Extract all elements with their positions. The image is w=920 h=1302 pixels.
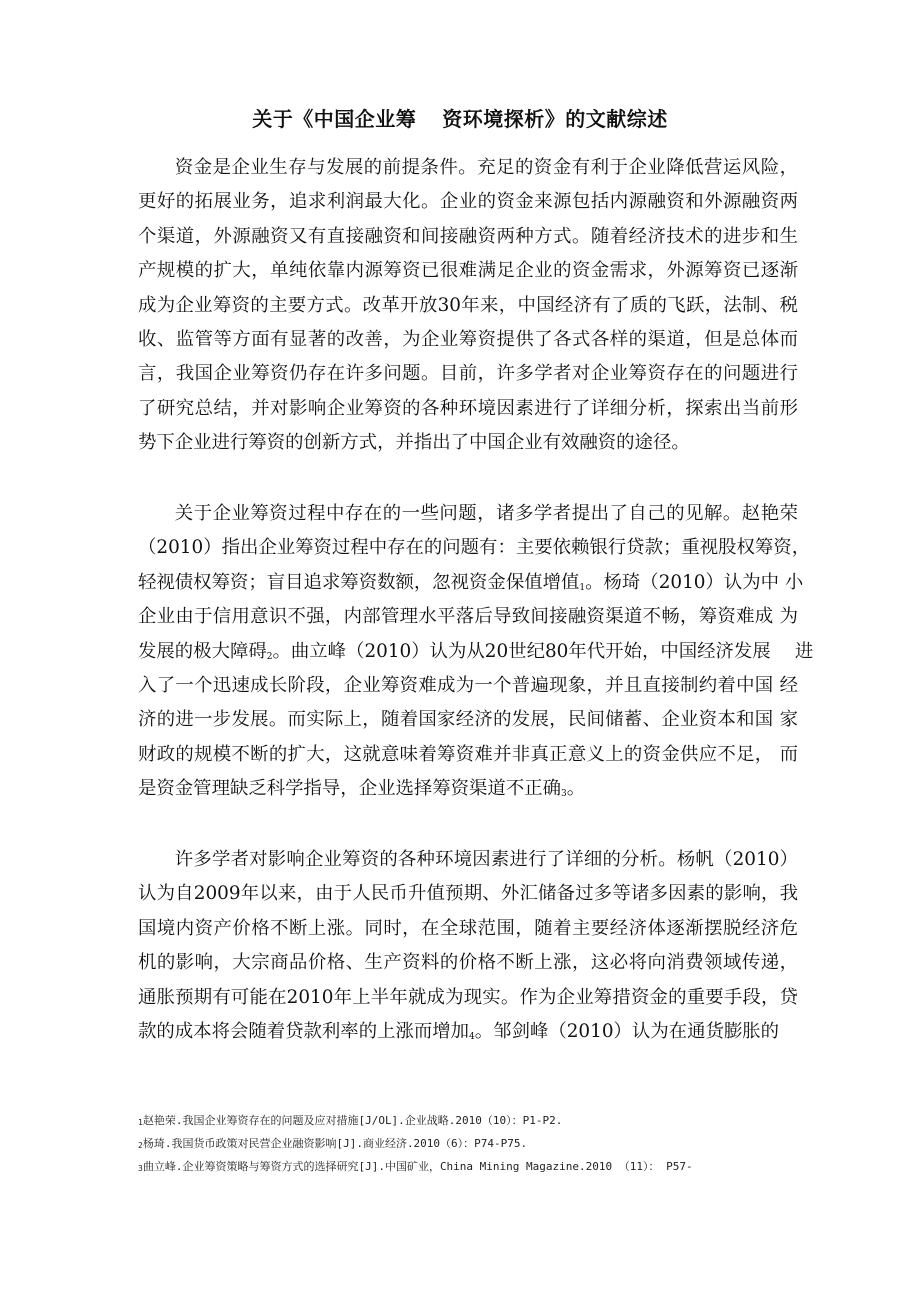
title-part-2: 资环境探析》的文献综述 bbox=[442, 107, 668, 131]
paragraph-line: 国境内资产价格不断上涨。同时，在全球范围，随着主要经济体逐渐摆脱经济危 bbox=[138, 917, 798, 939]
paragraph-line: 资金是企业生存与发展的前提条件。充足的资金有利于企业降低营运风险， bbox=[174, 157, 798, 178]
paragraph-line: 机的影响，大宗商品价格、生产资料的价格不断上涨，这必将向消费领域传递， bbox=[138, 952, 798, 974]
paragraph-line bbox=[138, 566, 804, 600]
paragraph-line: 关于企业筹资过程中存在的一些问题，诸多学者提出了自己的见解。赵艳荣 bbox=[174, 503, 798, 524]
paragraph-line: 言，我国企业筹资仍存在许多问题。目前，许多学者对企业筹资存在的问题进行 bbox=[138, 363, 798, 385]
paragraph-line: 更好的拓展业务，追求利润最大化。企业的资金来源包括内源融资和外源融资两 bbox=[138, 191, 798, 213]
paragraph-line bbox=[138, 1015, 798, 1049]
footnote-number: 1 bbox=[138, 1118, 143, 1127]
paragraph-line: 入了一个迅速成长阶段，企业筹资难成为一个普遍现象，并且直接制约着中国 经 bbox=[138, 675, 798, 697]
paragraph-line: （2010）指出企业筹资过程中存在的问题有：主要依赖银行贷款；重视股权筹资， bbox=[138, 537, 811, 559]
line-text: 轻视债权筹资；盲目追求筹资数额，忽视资金保值增值 bbox=[138, 571, 580, 593]
line-text: 。杨琦（2010）认为中 小 bbox=[585, 571, 804, 593]
paragraph-line: 势下企业进行筹资的创新方式，并指出了中国企业有效融资的途径。 bbox=[138, 432, 690, 454]
footnote-text: 曲立峰.企业筹资策略与筹资方式的选择研究[J].中国矿业，China Mining Magazine.2010 （11）： P57- bbox=[142, 1160, 693, 1173]
footnote-text: 赵艳荣.我国企业筹资存在的问题及应对措施[J/OL].企业战略.2010（10）：P1-P2. bbox=[142, 1114, 563, 1127]
paragraph-line: 通胀预期有可能在2010年上半年就成为现实。作为企业筹措资金的重要手段，贷 bbox=[138, 986, 798, 1008]
paragraph-2 bbox=[138, 497, 814, 807]
footnote-ref[interactable]: 4 bbox=[469, 1032, 475, 1043]
paragraph-line: 认为自2009年以来，由于人民币升值预期、外汇储备过多等诸多因素的影响，我 bbox=[138, 883, 798, 905]
paragraph-1 bbox=[138, 151, 798, 461]
footnote-ref[interactable]: 1 bbox=[579, 582, 586, 593]
line-text: 。邹剑峰（2010）认为在通货膨胀的 bbox=[474, 1021, 780, 1043]
paragraph-line bbox=[138, 635, 814, 669]
paragraph-line: 许多学者对影响企业筹资的各种环境因素进行了详细的分析。杨帆（2010） bbox=[174, 849, 798, 870]
line-text: 发展的极大障碍 bbox=[138, 640, 267, 662]
footnote-ref[interactable]: 2 bbox=[266, 651, 273, 662]
paragraph-line: 企业由于信用意识不强，内部管理水平落后导致间接融资渠道不畅，筹资难成 为 bbox=[138, 606, 798, 628]
document-title bbox=[0, 104, 920, 134]
paragraph-line bbox=[138, 772, 798, 806]
paragraph-line: 收、监管等方面有显著的改善，为企业筹资提供了各式各样的渠道，但是总体而 bbox=[138, 329, 798, 351]
footnote-number: 2 bbox=[138, 1141, 143, 1150]
line-text: 。曲立峰（2010）认为从20世纪80年代开始，中国经济发展 进 bbox=[272, 640, 814, 662]
paragraph-line: 个渠道，外源融资又有直接融资和间接融资两种方式。随着经济技术的进步和生 bbox=[138, 225, 798, 247]
footnote-item bbox=[138, 1110, 818, 1133]
footnote-item bbox=[138, 1156, 818, 1179]
paragraph-3 bbox=[138, 843, 798, 1049]
paragraph-line: 财政的规模不断的扩大，这就意味着筹资难并非真正意义上的资金供应不足， 而 bbox=[138, 743, 798, 765]
footnote-number: 3 bbox=[138, 1164, 143, 1173]
footnotes bbox=[138, 1110, 818, 1179]
title-part-1: 关于《中国企业筹 bbox=[252, 107, 417, 131]
footnote-text: 杨琦.我国货币政策对民营企业融资影响[J].商业经济.2010（6）：P74-P75. bbox=[142, 1137, 528, 1150]
paragraph-line: 了研究总结，并对影响企业筹资的各种环境因素进行了详细分析，探索出当前形 bbox=[138, 397, 798, 419]
paragraph-line: 济的进一步发展。而实际上，随着国家经济的发展，民间储蓄、企业资本和国 家 bbox=[138, 709, 798, 731]
line-text: 是资金管理缺乏科学指导，企业选择筹资渠道不正确 bbox=[138, 778, 561, 800]
paragraph-line: 产规模的扩大，单纯依靠内源筹资已很难满足企业的资金需求，外源筹资已逐渐 bbox=[138, 260, 798, 282]
line-text: 。 bbox=[566, 778, 586, 800]
footnote-item bbox=[138, 1133, 818, 1156]
footnote-ref[interactable]: 3 bbox=[561, 789, 567, 800]
line-text: 款的成本将会随着贷款利率的上涨而增加 bbox=[138, 1021, 470, 1043]
paragraph-line: 成为企业筹资的主要方式。改革开放30年来，中国经济有了质的飞跃，法制、税 bbox=[138, 294, 798, 316]
